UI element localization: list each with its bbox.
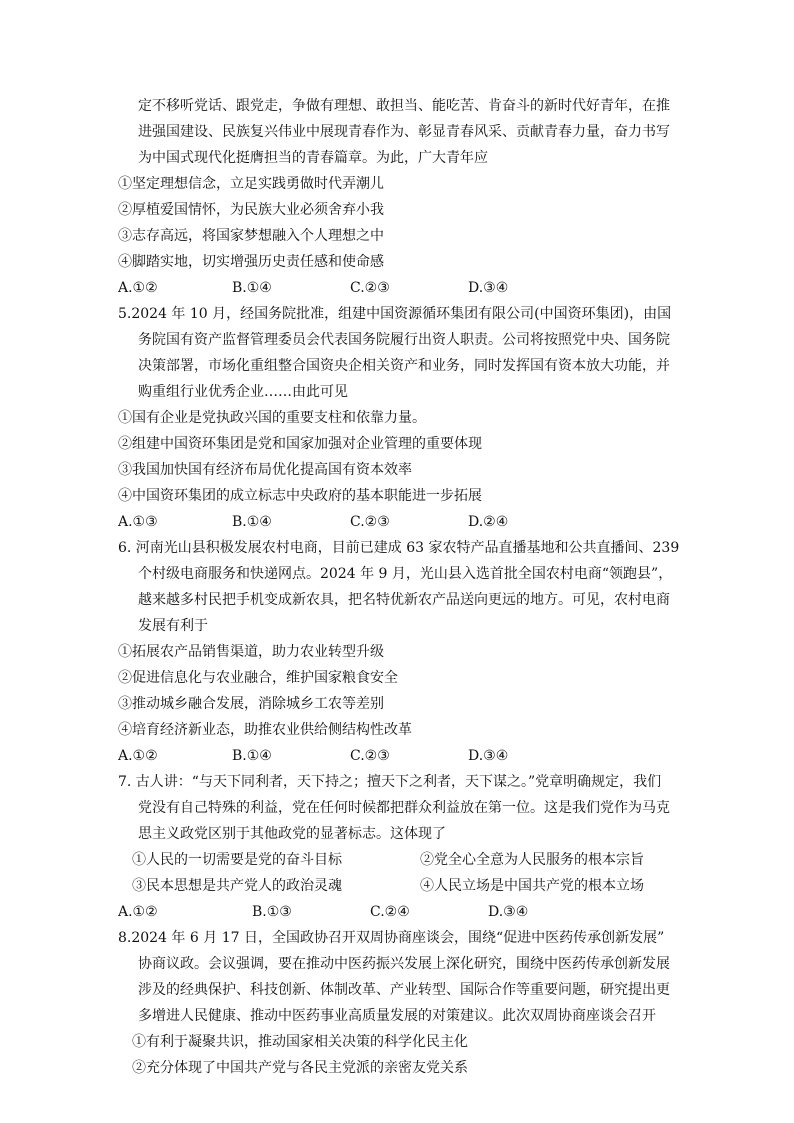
q8-option: ①有利于凝聚共识，推动国家相关决策的科学化民主化 [132, 1034, 468, 1050]
q4-answer-d: D.③④ [468, 280, 509, 296]
q7-text-line: 思主义政党区别于其他政党的显著标志。这体现了 [138, 826, 446, 842]
q7-text-line: 党没有自己特殊的利益，党在任何时候都把群众利益放在第一位。这是我们党作为马克 [138, 800, 670, 816]
q6-text-line: 6. 河南光山县积极发展农村电商，目前已建成 63 家农特产品直播基地和公共直播间、239 [118, 540, 680, 556]
q4-option: ①坚定理想信念，立足实践勇做时代弄潮儿 [118, 176, 384, 192]
q4-text-line: 定不移听党话、跟党走，争做有理想、敢担当、能吃苦、肯奋斗的新时代好青年，在推 [138, 98, 670, 114]
q7-answer-a: A.①② [118, 904, 158, 920]
q6-answer-a: A.①② [118, 748, 158, 764]
q4-text-line: 进强国建设、民族复兴伟业中展现青春作为、彰显青春风采、贡献青春力量，奋力书写 [138, 124, 670, 140]
q6-text-line: 个村级电商服务和快递网点。2024 年 9 月，光山县入选首批全国农村电商“领跑县”， [138, 566, 673, 582]
q6-answer-d: D.③④ [468, 748, 509, 764]
q6-text-line: 越来越多村民把手机变成新农具，把名特优新农产品送向更远的地方。可见，农村电商 [138, 592, 670, 608]
q4-answer-a: A.①② [118, 280, 158, 296]
q4-option: ③志存高远，将国家梦想融入个人理想之中 [118, 228, 384, 244]
q5-option: ①国有企业是党执政兴国的重要支柱和依靠力量。 [118, 410, 426, 426]
q5-text-line: 购重组行业优秀企业……由此可见 [138, 384, 348, 400]
q7-text-line: 7. 古人讲：“与天下同利者，天下持之；擅天下之利者，天下谋之。”党章明确规定，我们 [118, 774, 662, 790]
q8-text-line: 8.2024 年 6 月 17 日，全国政协召开双周协商座谈会，围绕“促进中医药传承创新发展” [118, 930, 665, 946]
q5-text-line: 务院国有资产监督管理委员会代表国务院履行出资人职责。公司将按照党中央、国务院 [138, 332, 670, 348]
q6-answer-b: B.①④ [232, 748, 272, 764]
q5-option: ②组建中国资环集团是党和国家加强对企业管理的重要体现 [118, 436, 482, 452]
q8-text-line: 涉及的经典保护、科技创新、体制改革、产业转型、国际合作等重要问题，研究提出更 [138, 982, 670, 998]
q5-text-line: 5.2024 年 10 月，经国务院批准，组建中国资源循环集团有限公司(中国资环集团)，由国 [118, 306, 672, 322]
q6-option: ①拓展农产品销售渠道，助力农业转型升级 [118, 644, 384, 660]
q7-option: ③民本思想是共产党人的政治灵魂 [132, 878, 342, 894]
q7-option: ②党全心全意为人民服务的根本宗旨 [420, 852, 644, 868]
q7-answer-d: D.③④ [488, 904, 529, 920]
q8-option: ②充分体现了中国共产党与各民主党派的亲密友党关系 [132, 1060, 468, 1076]
q5-option: ④中国资环集团的成立标志中央政府的基本职能进一步拓展 [118, 488, 482, 504]
q8-text-line: 协商议政。会议强调，要在推动中医药振兴发展上深化研究，围绕中医药传承创新发展 [138, 956, 670, 972]
q4-option: ②厚植爱国情怀，为民族大业必须舍弃小我 [118, 202, 384, 218]
q6-option: ③推动城乡融合发展，消除城乡工农等差别 [118, 696, 384, 712]
q5-option: ③我国加快国有经济布局优化提高国有资本效率 [118, 462, 412, 478]
q5-answer-a: A.①③ [118, 514, 158, 530]
q7-answer-b: B.①③ [252, 904, 292, 920]
q6-option: ②促进信息化与农业融合，维护国家粮食安全 [118, 670, 398, 686]
q4-text-line: 为中国式现代化挺膺担当的青春篇章。为此，广大青年应 [138, 150, 488, 166]
q7-option: ①人民的一切需要是党的奋斗目标 [132, 852, 342, 868]
q6-option: ④培育经济新业态，助推农业供给侧结构性改革 [118, 722, 412, 738]
q6-answer-c: C.②③ [350, 748, 390, 764]
q4-answer-b: B.①④ [232, 280, 272, 296]
q5-answer-b: B.①④ [232, 514, 272, 530]
q8-text-line: 多增进人民健康、推动中医药事业高质量发展的对策建议。此次双周协商座谈会召开 [138, 1008, 656, 1024]
q5-text-line: 决策部署，市场化重组整合国资央企相关资产和业务，同时发挥国有资本放大功能，并 [138, 358, 670, 374]
q7-answer-c: C.②④ [370, 904, 410, 920]
q7-option: ④人民立场是中国共产党的根本立场 [420, 878, 644, 894]
q5-answer-c: C.②③ [350, 514, 390, 530]
q6-text-line: 发展有利于 [138, 618, 208, 634]
q4-option: ④脚踏实地，切实增强历史责任感和使命感 [118, 254, 384, 270]
q4-answer-c: C.②③ [350, 280, 390, 296]
q5-answer-d: D.②④ [468, 514, 509, 530]
